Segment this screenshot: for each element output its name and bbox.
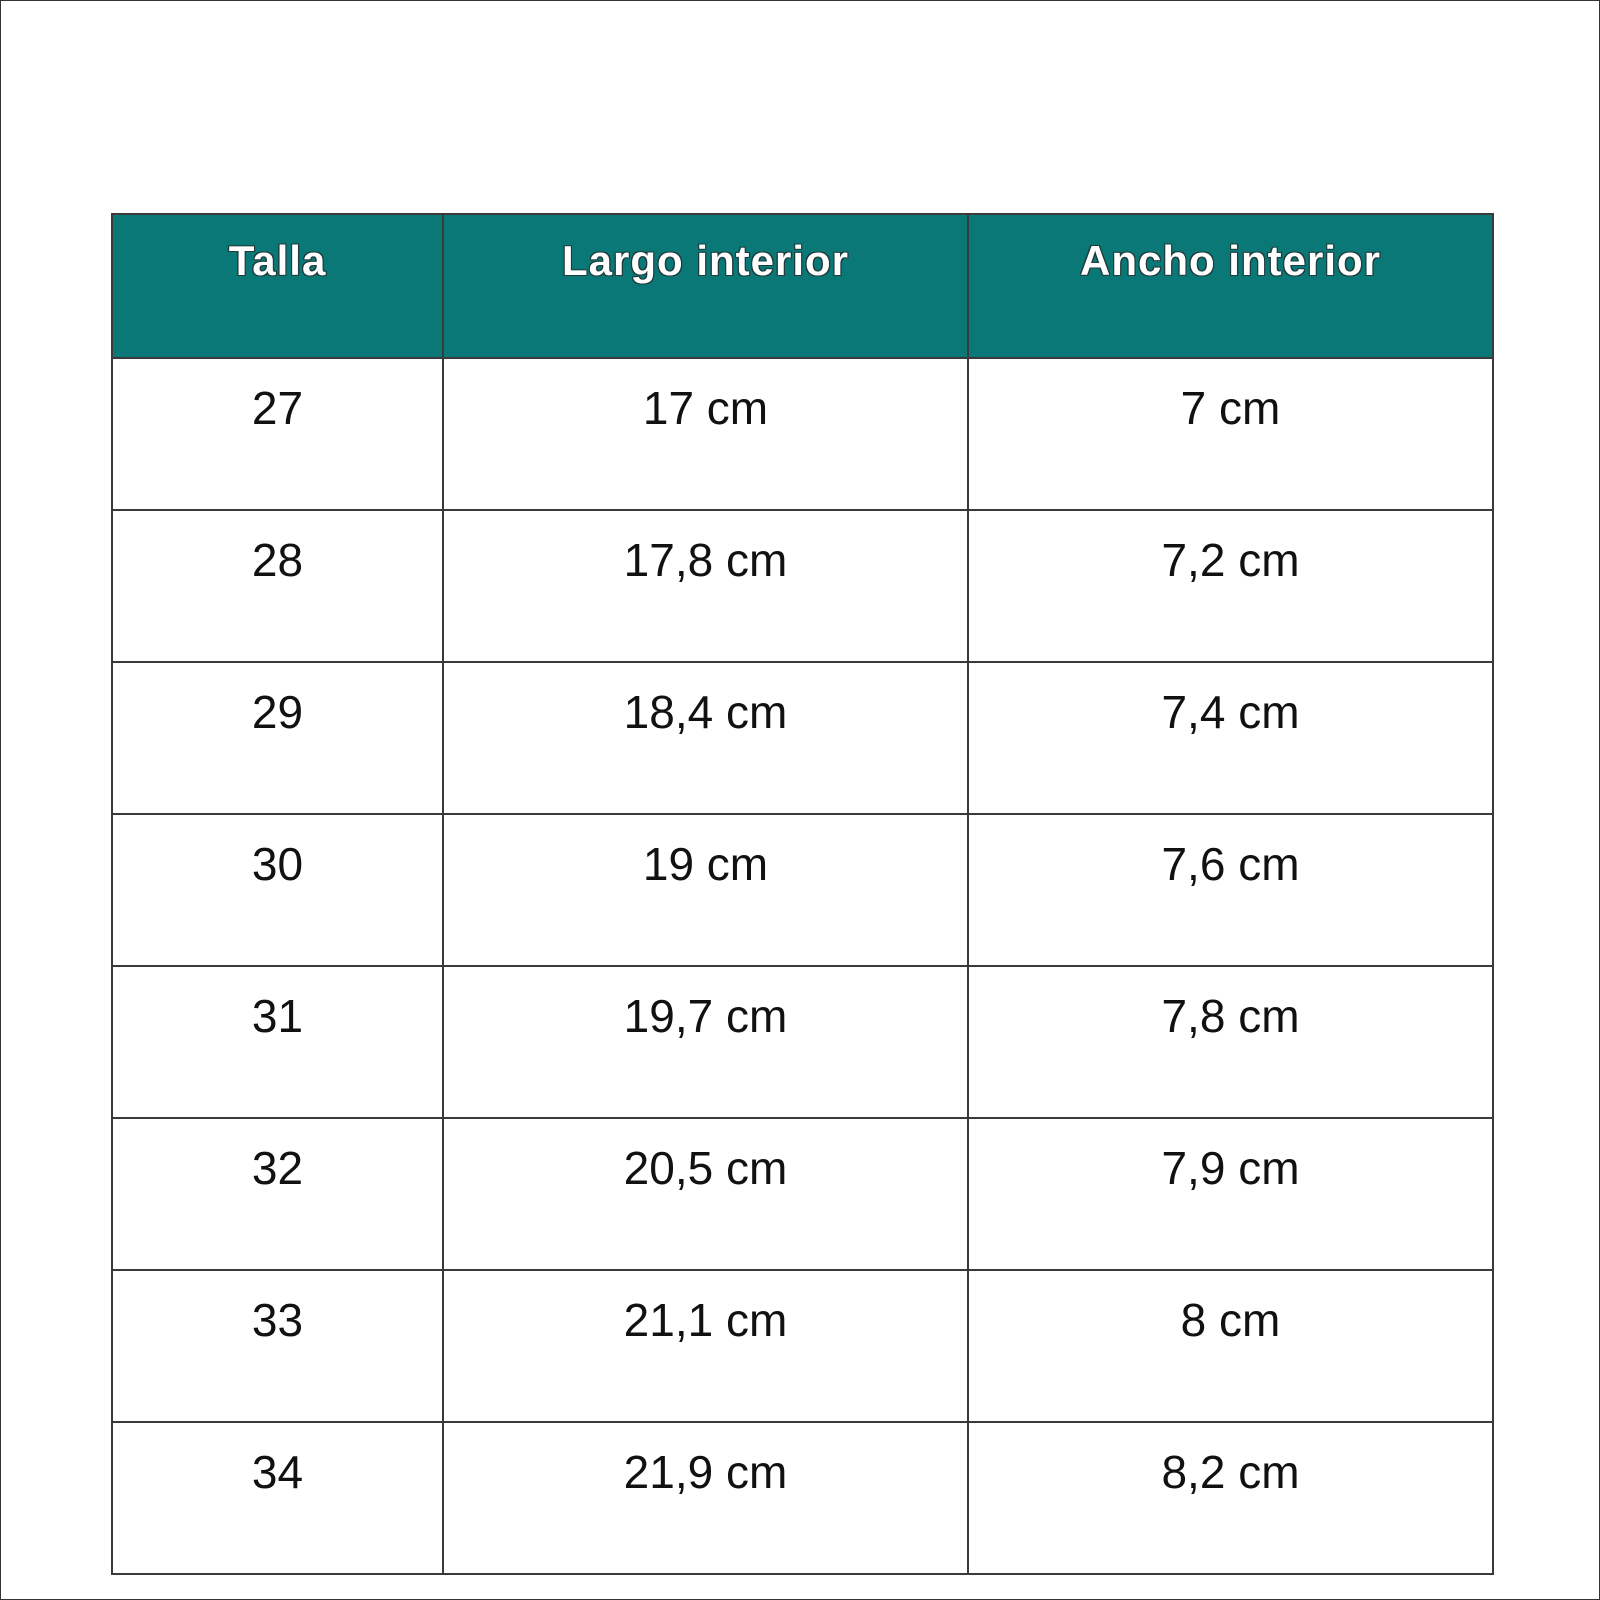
cell-size: 34 (112, 1422, 443, 1574)
header-inner-width: Ancho interior (968, 214, 1493, 358)
table-row (112, 814, 1493, 966)
table-row (112, 1270, 1493, 1422)
cell-inner-length: 21,1 cm (443, 1270, 968, 1422)
cell-size: 32 (112, 1118, 443, 1270)
cell-inner-length: 21,9 cm (443, 1422, 968, 1574)
cell-inner-width: 7,8 cm (968, 966, 1493, 1118)
cell-inner-width: 7,2 cm (968, 510, 1493, 662)
cell-inner-length: 20,5 cm (443, 1118, 968, 1270)
cell-inner-width: 8,2 cm (968, 1422, 1493, 1574)
cell-size: 27 (112, 358, 443, 510)
header-inner-length: Largo interior (443, 214, 968, 358)
cell-inner-length: 19,7 cm (443, 966, 968, 1118)
header-row (112, 214, 1493, 358)
cell-size: 33 (112, 1270, 443, 1422)
table-row (112, 662, 1493, 814)
cell-inner-length: 18,4 cm (443, 662, 968, 814)
size-chart-table (111, 213, 1494, 1575)
cell-inner-width: 7,6 cm (968, 814, 1493, 966)
cell-inner-width: 8 cm (968, 1270, 1493, 1422)
cell-inner-length: 17,8 cm (443, 510, 968, 662)
table-row (112, 1422, 1493, 1574)
cell-inner-length: 17 cm (443, 358, 968, 510)
cell-inner-width: 7 cm (968, 358, 1493, 510)
cell-inner-width: 7,4 cm (968, 662, 1493, 814)
table-row (112, 966, 1493, 1118)
cell-inner-width: 7,9 cm (968, 1118, 1493, 1270)
header-size: Talla (112, 214, 443, 358)
table-row (112, 1118, 1493, 1270)
table-row (112, 510, 1493, 662)
cell-size: 31 (112, 966, 443, 1118)
cell-inner-length: 19 cm (443, 814, 968, 966)
cell-size: 30 (112, 814, 443, 966)
cell-size: 29 (112, 662, 443, 814)
cell-size: 28 (112, 510, 443, 662)
table-row (112, 358, 1493, 510)
